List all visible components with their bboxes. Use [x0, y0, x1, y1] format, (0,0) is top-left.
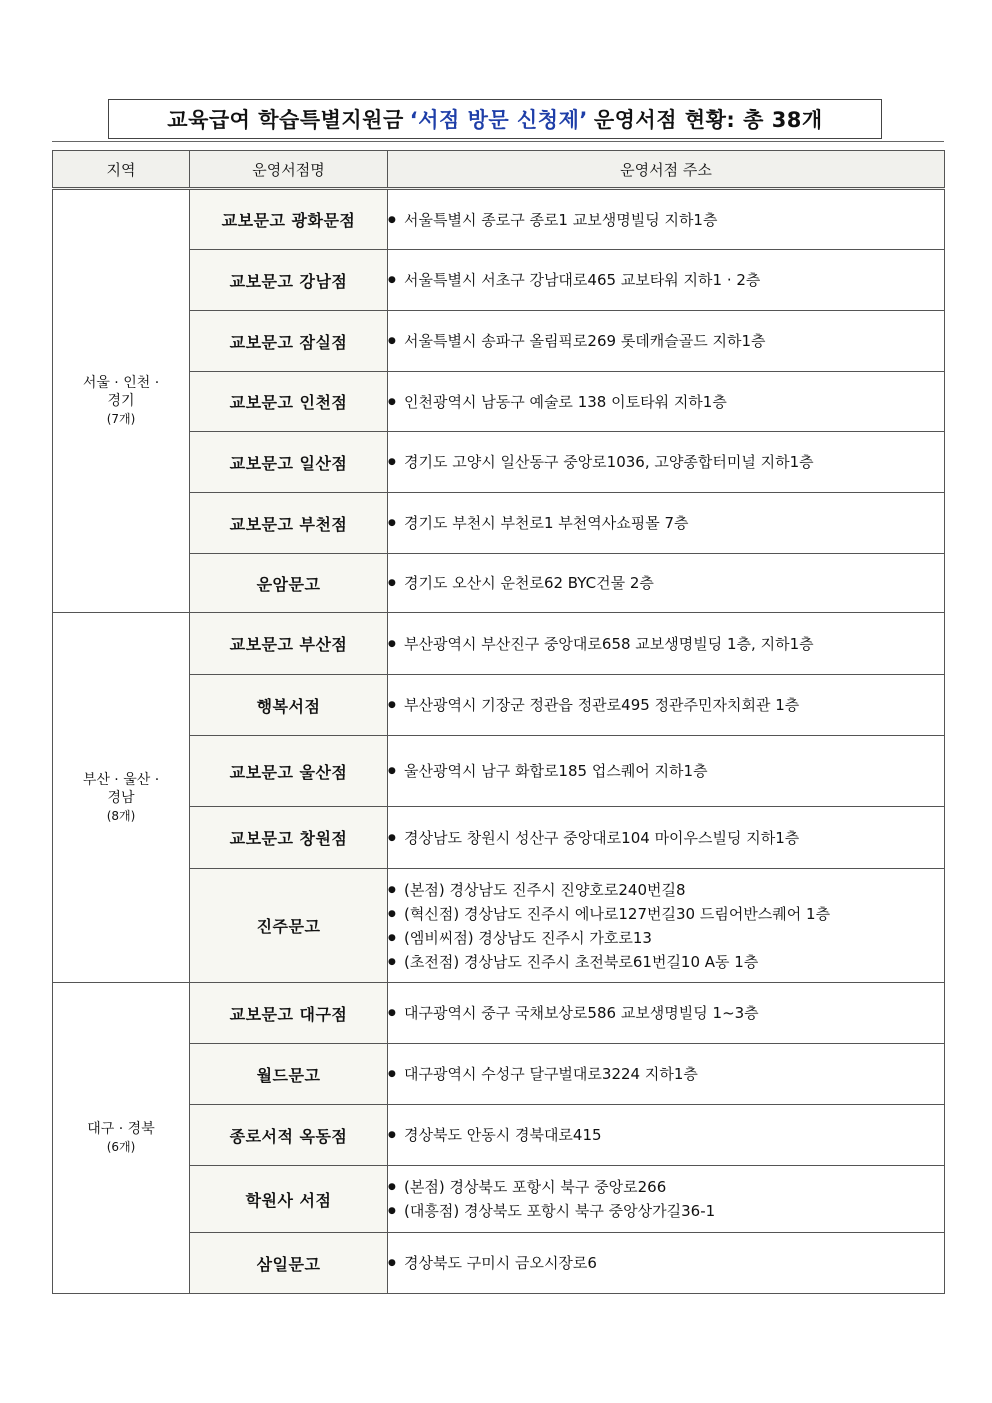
page-title	[108, 99, 882, 139]
table-row	[53, 613, 945, 675]
address-item: ● 경상북도 안동시 경북대로415	[388, 1123, 944, 1147]
header-region: 지역	[53, 151, 190, 189]
store-address-cell	[388, 311, 945, 372]
store-name: 교보문고 울산점	[190, 736, 388, 807]
store-name: 교보문고 부천점	[190, 493, 388, 554]
region-name-line1: 서울 · 인천 ·	[82, 375, 160, 391]
address-item: ● 울산광역시 남구 화합로185 업스퀘어 지하1층	[388, 759, 944, 783]
store-address-cell	[388, 675, 945, 736]
address-list	[388, 1251, 944, 1275]
address-item: ● 대구광역시 수성구 달구벌대로3224 지하1층	[388, 1062, 944, 1086]
table-row	[53, 189, 945, 250]
address-list	[388, 1123, 944, 1147]
address-item: ● (초전점) 경상남도 진주시 초전북로61번길10 A동 1층	[388, 950, 944, 974]
address-list	[388, 208, 944, 232]
table-row	[53, 983, 945, 1044]
store-address-cell	[388, 807, 945, 869]
region-cell	[53, 983, 190, 1294]
address-item: ● 경기도 고양시 일산동구 중앙로1036, 고양종합터미널 지하1층	[388, 450, 944, 474]
table-header-row	[53, 151, 945, 189]
store-name: 교보문고 광화문점	[190, 189, 388, 250]
store-name: 교보문고 인천점	[190, 372, 388, 432]
address-item: ● 서울특별시 종로구 종로1 교보생명빌딩 지하1층	[388, 208, 944, 232]
store-name: 교보문고 부산점	[190, 613, 388, 675]
address-list	[388, 390, 944, 414]
store-name: 학원사 서점	[190, 1166, 388, 1233]
address-list	[388, 268, 944, 292]
store-address-cell	[388, 1105, 945, 1166]
address-item: ● (본점) 경상남도 진주시 진양호로240번길8	[388, 878, 944, 902]
address-list	[388, 329, 944, 353]
address-list	[388, 1175, 944, 1223]
address-item: ● 경상남도 창원시 성산구 중앙대로104 마이우스빌딩 지하1층	[388, 826, 944, 850]
store-address-cell	[388, 869, 945, 983]
address-list	[388, 632, 944, 656]
address-item: ● (혁신점) 경상남도 진주시 에나로127번길30 드림어반스퀘어 1층	[388, 902, 944, 926]
address-item: ● 서울특별시 서초구 강남대로465 교보타워 지하1 · 2층	[388, 268, 944, 292]
region-store-count: (6개)	[106, 1140, 136, 1154]
address-item: ● 대구광역시 중구 국채보상로586 교보생명빌딩 1~3층	[388, 1001, 944, 1025]
store-address-cell	[388, 250, 945, 311]
store-name: 월드문고	[190, 1044, 388, 1105]
address-item: ● 경기도 부천시 부천로1 부천역사쇼핑몰 7층	[388, 511, 944, 535]
address-list	[388, 878, 944, 974]
store-name: 운암문고	[190, 554, 388, 613]
region-name-line1: 부산 · 울산 ·	[82, 771, 160, 788]
address-item: ● (대흥점) 경상북도 포항시 북구 중앙상가길36-1	[388, 1199, 944, 1223]
store-name: 교보문고 강남점	[190, 250, 388, 311]
region-cell	[53, 613, 190, 983]
store-name: 교보문고 일산점	[190, 432, 388, 493]
store-name: 교보문고 잠실점	[190, 311, 388, 372]
store-name: 진주문고	[190, 869, 388, 983]
region-store-count: (7개)	[106, 412, 136, 426]
store-address-cell	[388, 1166, 945, 1233]
address-list	[388, 450, 944, 474]
address-list	[388, 1062, 944, 1086]
store-name: 종로서적 옥동점	[190, 1105, 388, 1166]
store-address-cell	[388, 1044, 945, 1105]
store-address-cell	[388, 189, 945, 250]
store-address-cell	[388, 372, 945, 432]
store-name: 교보문고 대구점	[190, 983, 388, 1044]
address-item: ● 경기도 오산시 운천로62 BYC건물 2층	[388, 571, 944, 595]
region-name-line1: 대구 · 경북	[87, 1121, 155, 1137]
address-list	[388, 693, 944, 717]
address-list	[388, 759, 944, 783]
address-item: ● 인천광역시 남동구 예술로 138 이토타워 지하1층	[388, 390, 944, 414]
header-store-name: 운영서점명	[190, 151, 388, 189]
address-item: ● 부산광역시 기장군 정관읍 정관로495 정관주민자치회관 1층	[388, 693, 944, 717]
store-address-cell	[388, 983, 945, 1044]
region-cell	[53, 189, 190, 613]
bookstore-table	[52, 150, 945, 1294]
address-list	[388, 571, 944, 595]
address-item: ● (본점) 경상북도 포항시 북구 중앙로266	[388, 1175, 944, 1199]
title-part2: 운영서점 현황: 총 38개	[593, 108, 823, 132]
title-divider	[52, 141, 944, 142]
region-store-count: (8개)	[106, 808, 136, 823]
address-list	[388, 1001, 944, 1025]
address-list	[388, 826, 944, 850]
title-part1: 교육급여 학습특별지원금	[167, 108, 404, 132]
header-store-address: 운영서점 주소	[388, 151, 945, 189]
address-item: ● 서울특별시 송파구 올림픽로269 롯데캐슬골드 지하1층	[388, 329, 944, 353]
store-address-cell	[388, 554, 945, 613]
region-name-line2: 경기	[107, 393, 135, 409]
region-name-line2: 경남	[107, 789, 135, 806]
address-item: ● 부산광역시 부산진구 중앙대로658 교보생명빌딩 1층, 지하1층	[388, 632, 944, 656]
store-address-cell	[388, 493, 945, 554]
store-name: 교보문고 창원점	[190, 807, 388, 869]
address-item: ● 경상북도 구미시 금오시장로6	[388, 1251, 944, 1275]
table-body	[53, 189, 945, 1294]
title-highlight: ‘서점 방문 신청제’	[409, 108, 588, 132]
store-name: 삼일문고	[190, 1233, 388, 1294]
store-address-cell	[388, 736, 945, 807]
store-address-cell	[388, 1233, 945, 1294]
store-address-cell	[388, 613, 945, 675]
store-address-cell	[388, 432, 945, 493]
store-name: 행복서점	[190, 675, 388, 736]
address-list	[388, 511, 944, 535]
address-item: ● (엠비씨점) 경상남도 진주시 가호로13	[388, 926, 944, 950]
